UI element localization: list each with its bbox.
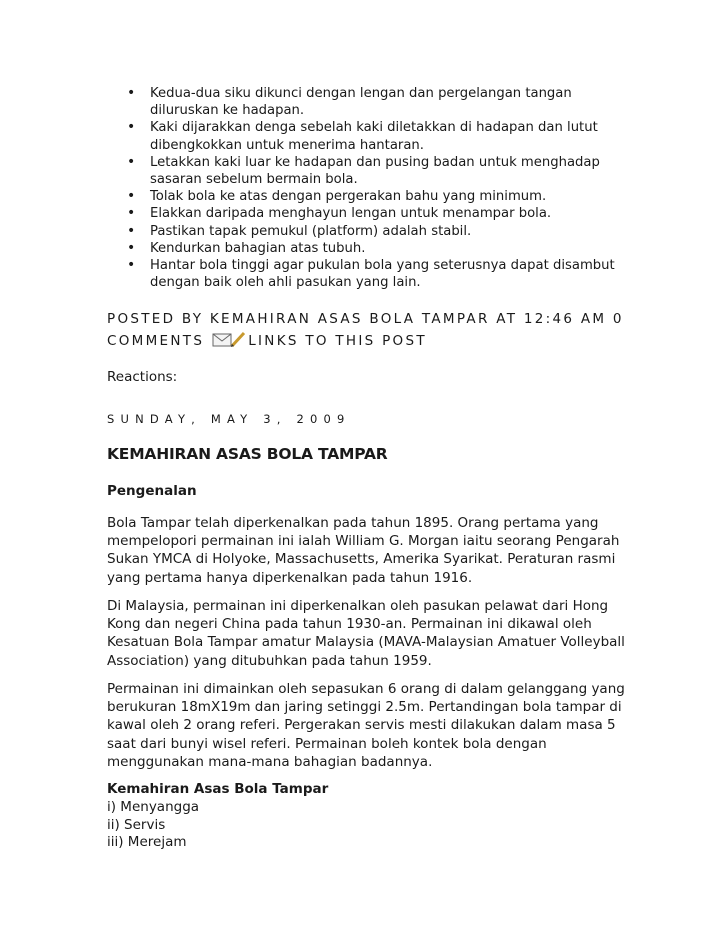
skills-list [107, 799, 199, 852]
links-to-post-link[interactable]: LINKS TO THIS POST [248, 333, 427, 349]
list-item: i) Menyangga [107, 799, 200, 815]
skills-heading: Kemahiran Asas Bola Tampar [107, 781, 329, 797]
list-item: • Pastikan tapak pemukul (platform) adalah stabil. [150, 223, 620, 240]
list-item: • Elakkan daripada menghayun lengan untuk menampar bola. [150, 205, 620, 222]
list-item: • Letakkan kaki luar ke hadapan dan pusing badan untuk menghadap sasaran sebelum bermain bola. [150, 154, 620, 188]
reactions-label: Reactions: [107, 369, 178, 385]
post-footer [107, 308, 627, 352]
list-item: iii) Merejam [107, 834, 187, 850]
list-item: • Hantar bola tinggi agar pukulan bola yang seterusnya dapat disambut dengan baik oleh ahli pasukan yang lain. [150, 257, 620, 291]
list-item: • Kaki dijarakkan denga sebelah kaki diletakkan di hadapan dan lutut dibengkokkan untuk menerima hantaran. [150, 119, 620, 153]
date-header: SUNDAY, MAY 3, 2009 [107, 412, 351, 426]
list-item: • Tolak bola ke atas dengan pergerakan bahu yang minimum. [150, 188, 620, 205]
paragraph: Bola Tampar telah diperkenalkan pada tahun 1895. Orang pertama yang mempelopori permainan ini ialah William G. Morgan iaitu seorang Pengarah Sukan YMCA di Holyoke, Massachusetts, Amerika Syarikat. Peraturan rasmi yang pertama hanya diperkenalkan pada tahun 1916. [107, 515, 620, 586]
paragraph: Permainan ini dimainkan oleh sepasukan 6 orang di dalam gelanggang yang berukuran 18mX19m dan jaring setinggi 2.5m. Pertandingan bola tampar di kawal oleh 2 orang referi. Pergerakan servis mesti dilakukan dalam masa 5 saat dari bunyi wisel referi. Permainan boleh kontek bola dengan menggunakan mana-mana bahagian badannya. [107, 681, 625, 770]
list-item: • Kedua-dua siku dikunci dengan lengan dan pergelangan tangan diluruskan ke hadapan. [150, 85, 620, 119]
paragraph: Di Malaysia, permainan ini diperkenalkan oleh pasukan pelawat dari Hong Kong dan negeri China pada tahun 1930-an. Permainan ini dikawal oleh Kesatuan Bola Tampar amatur Malaysia (MAVA-Malaysian Amatuer Volleyball Association) yang ditubuhkan pada tahun 1959. [107, 598, 625, 669]
technique-bullet-list [150, 85, 620, 291]
list-item: • Kendurkan bahagian atas tubuh. [150, 240, 620, 257]
list-item: ii) Servis [107, 816, 166, 833]
section-heading: Pengenalan [107, 483, 197, 499]
posted-by-link[interactable]: POSTED BY KEMAHIRAN ASAS BOLA TAMPAR AT 12:46 AM 0 COMMENTS [107, 311, 624, 349]
email-post-icon[interactable] [212, 331, 246, 347]
post-title[interactable]: KEMAHIRAN ASAS BOLA TAMPAR [107, 445, 388, 463]
